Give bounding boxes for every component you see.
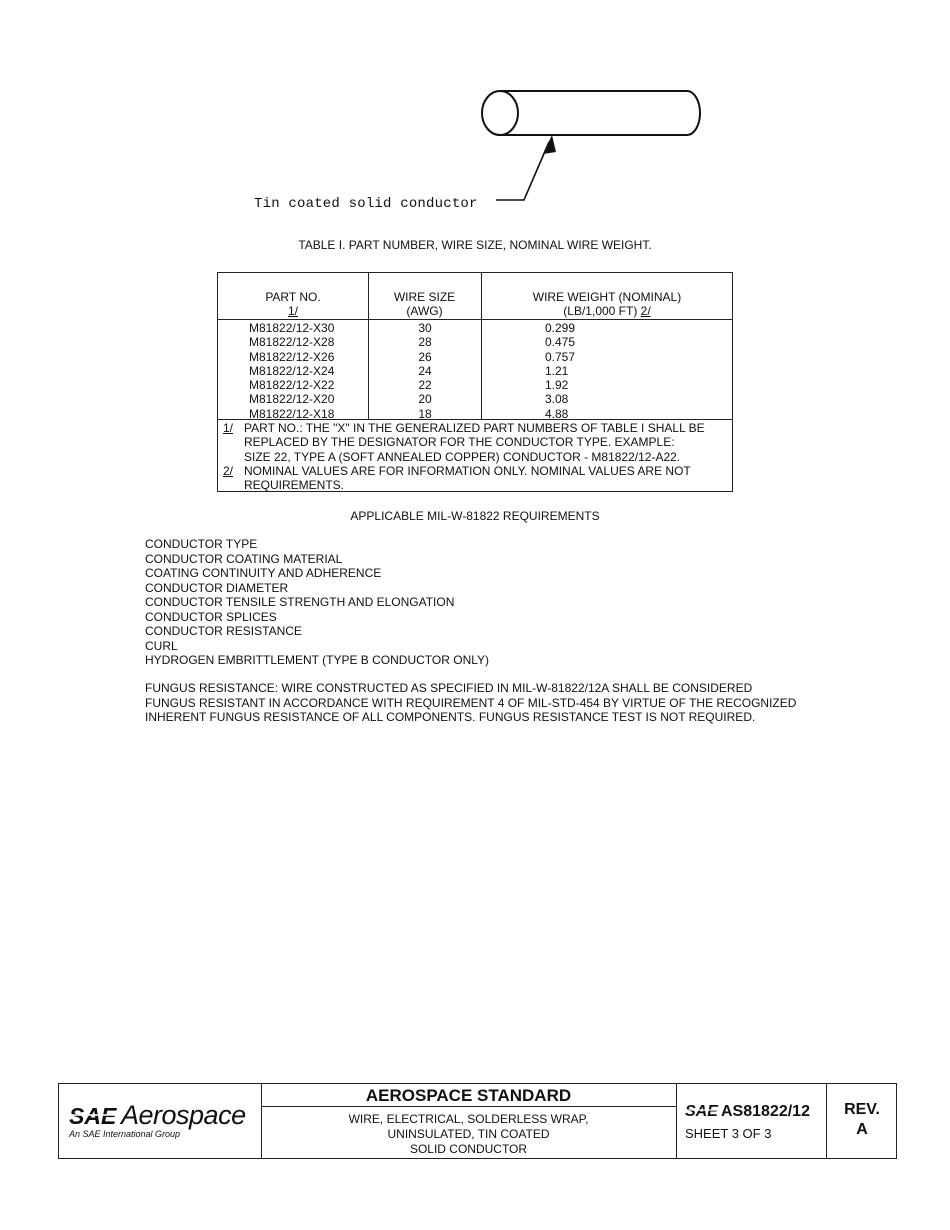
note-number: 2/: [223, 463, 234, 478]
requirements-list: [145, 537, 489, 668]
fungus-line: FUNGUS RESISTANT IN ACCORDANCE WITH REQUIREMENT 4 OF MIL-STD-454 BY VIRTUE OF THE RECOGNIZED: [145, 695, 797, 710]
sae-small-logo: [685, 1101, 721, 1119]
table-row: [218, 364, 732, 378]
requirement-item: CONDUCTOR COATING MATERIAL: [145, 551, 343, 566]
table-part-number: [217, 272, 733, 492]
cell-size: 28: [418, 335, 432, 350]
conductor-cylinder-body: [500, 91, 700, 135]
table-title: TABLE I. PART NUMBER, WIRE SIZE, NOMINAL WIRE WEIGHT.: [298, 238, 652, 252]
header-wire-weight-unit-line: [481, 304, 733, 318]
cell-size: 24: [418, 363, 432, 378]
table-body: [218, 321, 732, 421]
leader-arrowhead: [543, 135, 556, 154]
cell-weight: 3.08: [545, 392, 569, 407]
note-line: REQUIREMENTS.: [244, 478, 345, 493]
document-number-text: AS81822/12: [721, 1103, 810, 1120]
fungus-line: FUNGUS RESISTANCE: WIRE CONSTRUCTED AS SPECIFIED IN MIL-W-81822/12A SHALL BE CONSIDERED: [145, 681, 753, 695]
cell-part: M81822/12-X22: [249, 378, 335, 393]
table-notes: [223, 421, 728, 492]
leader-line: [496, 142, 549, 200]
requirement-item: CONDUCTOR TENSILE STRENGTH AND ELONGATION: [145, 595, 455, 609]
revision: [827, 1100, 897, 1140]
conductor-cylinder-end: [482, 91, 518, 135]
header-wire-size: [368, 290, 481, 318]
conductor-figure: [0, 0, 950, 230]
fungus-line: INHERENT FUNGUS RESISTANCE OF ALL COMPONENTS. FUNGUS RESISTANCE TEST IS NOT REQUIRED.: [145, 710, 756, 725]
cell-size: 30: [418, 321, 432, 335]
cell-part: M81822/12-X24: [249, 363, 335, 378]
cell-size: 26: [418, 349, 432, 364]
cell-size: 20: [418, 392, 432, 407]
sae-logo-mark: [69, 1102, 121, 1130]
table-row: [218, 378, 732, 392]
svg-text:SAE: SAE: [685, 1103, 718, 1119]
note-number: 1/: [223, 421, 234, 435]
cell-weight: 0.757: [545, 349, 576, 364]
requirement-item: CONDUCTOR TYPE: [145, 537, 258, 551]
standard-description: [261, 1112, 676, 1157]
fungus-resistance-paragraph: [145, 681, 845, 725]
logo-aerospace-text: Aerospace: [121, 1100, 246, 1130]
table-note-2: [223, 464, 728, 493]
table-row: [218, 321, 732, 335]
figure-label: Tin coated solid conductor: [254, 196, 478, 212]
cell-part: M81822/12-X18: [249, 406, 335, 421]
table-note-1: [223, 421, 728, 464]
cell-size: 22: [418, 378, 432, 393]
standard-title: AEROSPACE STANDARD: [365, 1086, 572, 1105]
header-part-no-label: PART NO.: [265, 290, 321, 304]
note-line: SIZE 22, TYPE A (SOFT ANNEALED COPPER) CONDUCTOR - M81822/12-A22.: [244, 449, 681, 464]
title-block-divider: [676, 1084, 677, 1158]
cell-part: M81822/12-X20: [249, 392, 335, 407]
header-wire-weight: [481, 290, 733, 318]
header-wire-size-unit: (AWG): [406, 304, 443, 318]
title-block: [58, 1083, 897, 1159]
description-line: SOLID CONDUCTOR: [409, 1142, 528, 1156]
table-header-rule: [218, 319, 732, 320]
requirement-item: CURL: [145, 638, 178, 653]
description-line: UNINSULATED, TIN COATED: [387, 1127, 550, 1141]
sheet-number: SHEET 3 OF 3: [685, 1126, 772, 1141]
requirement-item: CONDUCTOR DIAMETER: [145, 580, 289, 595]
header-wire-weight-unit: (LB/1,000 FT): [563, 304, 638, 318]
note-line: REPLACED BY THE DESIGNATOR FOR THE CONDUCTOR TYPE. EXAMPLE:: [244, 435, 675, 450]
cell-weight: 4.88: [545, 406, 569, 421]
header-wire-weight-label: WIRE WEIGHT (NOMINAL): [532, 290, 682, 304]
cell-weight: 1.21: [545, 363, 569, 378]
table-row: [218, 407, 732, 421]
svg-text:SAE: SAE: [69, 1103, 117, 1129]
revision-label: REV.: [844, 1101, 880, 1118]
sae-aerospace-logo: [69, 1098, 254, 1144]
note-line: NOMINAL VALUES ARE FOR INFORMATION ONLY. NOMINAL VALUES ARE NOT: [244, 463, 691, 478]
cell-weight: 0.475: [545, 335, 576, 350]
logo-subtitle: An SAE International Group: [69, 1129, 181, 1139]
header-wire-size-label: WIRE SIZE: [393, 290, 456, 304]
requirements-title: APPLICABLE MIL-W-81822 REQUIREMENTS: [350, 509, 600, 523]
header-part-no-note: 1/: [287, 304, 298, 318]
table-row: [218, 350, 732, 364]
table-row: [218, 392, 732, 406]
cell-part: M81822/12-X28: [249, 335, 335, 350]
requirement-item: COATING CONTINUITY AND ADHERENCE: [145, 566, 382, 580]
cell-weight: 0.299: [545, 321, 576, 335]
requirement-item: CONDUCTOR SPLICES: [145, 609, 277, 624]
note-line: PART NO.: THE "X" IN THE GENERALIZED PART NUMBERS OF TABLE I SHALL BE: [244, 421, 705, 435]
header-wire-weight-note: 2/: [640, 304, 651, 318]
table-row: [218, 335, 732, 349]
header-part-no: [218, 290, 368, 318]
requirement-item: CONDUCTOR RESISTANCE: [145, 624, 302, 638]
cell-size: 18: [418, 406, 432, 421]
revision-value: A: [856, 1121, 868, 1138]
description-line: WIRE, ELECTRICAL, SOLDERLESS WRAP,: [348, 1112, 589, 1126]
document-number: [685, 1101, 810, 1121]
cell-weight: 1.92: [545, 378, 569, 393]
cell-part: M81822/12-X30: [249, 321, 335, 335]
requirement-item: HYDROGEN EMBRITTLEMENT (TYPE B CONDUCTOR ONLY): [145, 653, 490, 667]
standard-title-rule: [261, 1106, 676, 1107]
cell-part: M81822/12-X26: [249, 349, 335, 364]
